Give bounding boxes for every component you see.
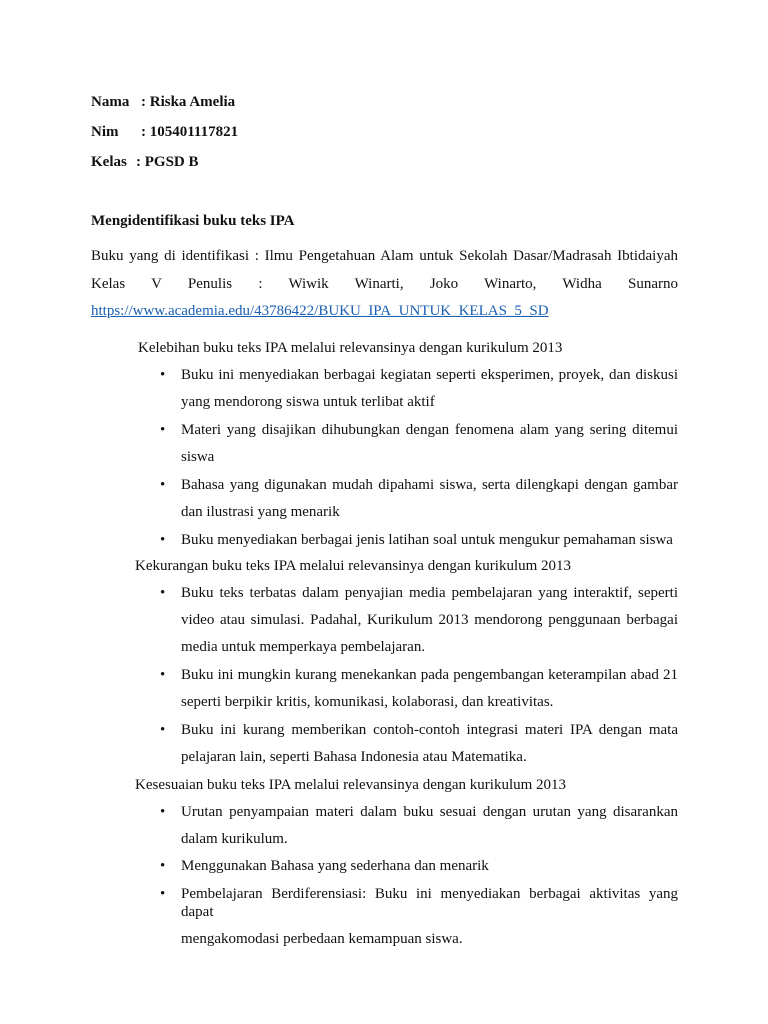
nama-value: : Riska Amelia	[141, 94, 236, 110]
bullet-icon: •	[160, 858, 166, 874]
list-item-line: Buku ini menyediakan berbagai kegiatan seperti eksperimen, proyek, dan diskusi	[181, 367, 678, 383]
list-item-line: pelajaran lain, seperti Bahasa Indonesia atau Matematika.	[181, 749, 527, 765]
nim-row	[91, 123, 238, 141]
bullet-icon: •	[160, 886, 166, 902]
list-item-line: Buku teks terbatas dalam penyajian media pembelajaran yang interaktif, seperti	[181, 585, 678, 601]
document-title: Mengidentifikasi buku teks IPA	[91, 213, 295, 229]
source-link[interactable]: https://www.academia.edu/43786422/BUKU_IPA_UNTUK_KELAS_5_SD	[91, 303, 549, 319]
list-item-line: dalam kurikulum.	[181, 831, 288, 847]
list-item-line: Buku menyediakan berbagai jenis latihan soal untuk mengukur pemahaman siswa	[181, 532, 673, 548]
section-heading-kekurangan: Kekurangan buku teks IPA melalui relevansinya dengan kurikulum 2013	[135, 558, 572, 574]
nama-label: Nama	[91, 94, 130, 110]
list-item-line: yang mendorong siswa untuk terlibat aktif	[181, 394, 435, 410]
kelas-label: Kelas	[91, 154, 127, 170]
bullet-icon: •	[160, 422, 166, 438]
list-item-line: Menggunakan Bahasa yang sederhana dan menarik	[181, 858, 489, 874]
intro-line-1: Buku yang di identifikasi : Ilmu Pengetahuan Alam untuk Sekolah Dasar/Madrasah Ibtidaiyah	[91, 248, 678, 264]
bullet-icon: •	[160, 722, 166, 738]
list-item-line: Buku ini kurang memberikan contoh-contoh integrasi materi IPA dengan mata	[181, 722, 678, 738]
list-item-line: Buku ini mungkin kurang menekankan pada pengembangan keterampilan abad 21	[181, 667, 678, 683]
bullet-icon: •	[160, 532, 166, 548]
bullet-icon: •	[160, 667, 166, 683]
nim-label: Nim	[91, 124, 119, 140]
list-item-line: Materi yang disajikan dihubungkan dengan fenomena alam yang sering ditemui	[181, 422, 678, 438]
intro-line-2: Kelas V Penulis : Wiwik Winarti, Joko Winarto, Widha Sunarno	[91, 276, 678, 292]
list-item-line: media untuk memperkaya pembelajaran.	[181, 639, 426, 655]
list-item-line: Urutan penyampaian materi dalam buku sesuai dengan urutan yang disarankan	[181, 804, 678, 820]
list-item-line: seperti berpikir kritis, komunikasi, kolaborasi, dan kreativitas.	[181, 694, 554, 710]
bullet-icon: •	[160, 585, 166, 601]
section-heading-kesesuaian: Kesesuaian buku teks IPA melalui relevansinya dengan kurikulum 2013	[135, 777, 567, 793]
bullet-icon: •	[160, 477, 166, 493]
nama-row	[91, 93, 235, 111]
list-item-line: Pembelajaran Berdiferensiasi: Buku ini menyediakan berbagai aktivitas yang dapat	[181, 886, 678, 920]
list-item-line: mengakomodasi perbedaan kemampuan siswa.	[181, 931, 463, 947]
list-item-line: video atau simulasi. Padahal, Kurikulum 2013 mendorong penggunaan berbagai	[181, 612, 678, 628]
nim-value: : 105401117821	[141, 124, 239, 140]
bullet-icon: •	[160, 804, 166, 820]
list-item-line: siswa	[181, 449, 215, 465]
kelas-row	[91, 153, 199, 171]
kelas-value: : PGSD B	[136, 154, 199, 170]
section-heading-kelebihan: Kelebihan buku teks IPA melalui relevansinya dengan kurikulum 2013	[138, 340, 563, 356]
list-item-line: dan ilustrasi yang menarik	[181, 504, 340, 520]
list-item-line: Bahasa yang digunakan mudah dipahami siswa, serta dilengkapi dengan gambar	[181, 477, 678, 493]
bullet-icon: •	[160, 367, 166, 383]
